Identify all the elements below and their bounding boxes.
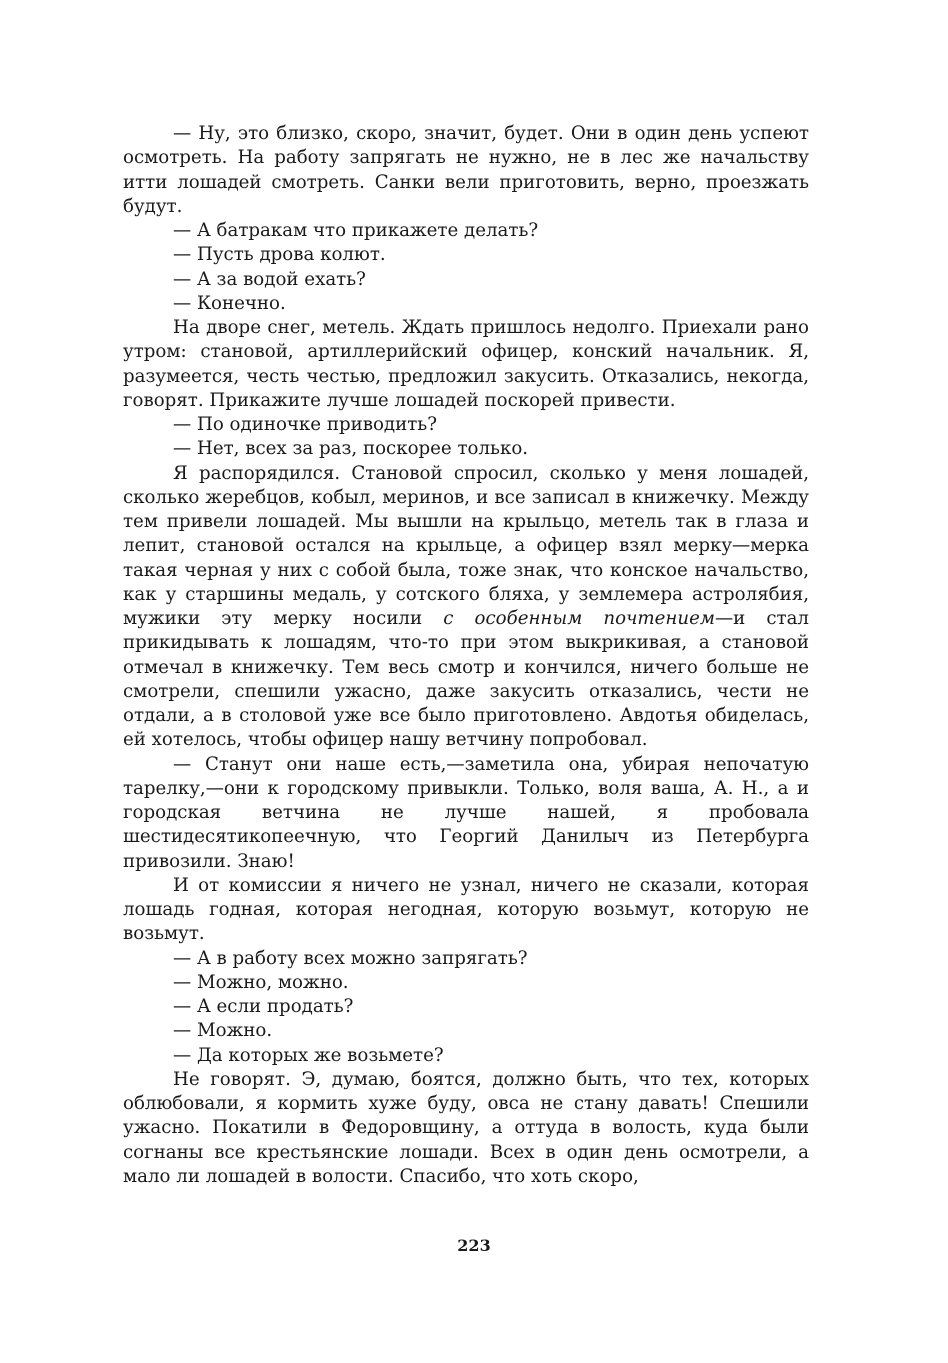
- paragraph-7: — По одиночке приводить?: [173, 414, 437, 435]
- paragraph-5: — Конечно.: [173, 292, 286, 314]
- paragraph-14: — А если продать?: [173, 996, 354, 1017]
- paragraph-17: Не говорят. Э, думаю, боятся, должно быть, что тех, которых облюбовали, я кормить хуже буду, овса не стану давать! Спешили ужасно. Покатили в Федоровщину, а оттуда в волость, куда были согнаны все крестьянские лошади. Всех в один день осмотрели, а мало ли лошадей в волости. Спасибо, что хоть скоро,: [123, 1068, 809, 1187]
- paragraph-9-part-2: —и стал прикидывать к лошадям, что-то при этом выкрикивая, а становой отмечал в книжечку. Тем весь смотр и кончился, ничего больше не смотрели, спешили ужасно, даже закусить отказались, чести не отдали, а в столовой уже все было приготовлено. Авдотья обиделась, ей хотелось, чтобы офицер нашу ветчину попробовал.: [123, 608, 809, 751]
- page-number: 223: [457, 1236, 491, 1255]
- paragraph-8: — Нет, всех за раз, поскорее только.: [173, 438, 529, 460]
- paragraph-15: — Можно.: [173, 1020, 273, 1042]
- paragraph-3: — Пусть дрова колют.: [173, 244, 386, 266]
- paragraph-1: — Ну, это близко, скоро, значит, будет. Они в один день успеют осмотреть. На работу запрягать не нужно, не в лес же начальству итти лошадей смотреть. Санки вели приготовить, верно, проезжать будут.: [123, 123, 809, 217]
- paragraph-10: — Станут они наше есть,—заметила она, убирая непочатую тарелку,—они к городскому привыкли. Только, воля ваша, А. Н., а и городская ветчина не лучше нашей, я пробовала шестидесятикопеечную, что Георгий Данилыч из Петербурга привозили. Знаю!: [123, 753, 809, 872]
- paragraph-9-italic: с особенным почтением: [443, 608, 715, 629]
- paragraph-6: На дворе снег, метель. Ждать пришлось недолго. Приехали рано утром: становой, артиллерийский офицер, конский начальник. Я, разумеется, честь честью, предложил закусить. Отказались, некогда, говорят. Прикажите лучше лошадей поскорей привести.: [123, 317, 809, 411]
- paragraph-12: — А в работу всех можно запрягать?: [173, 947, 528, 969]
- paragraph-2: — А батракам что прикажете делать?: [173, 220, 539, 241]
- paragraph-13: — Можно, можно.: [173, 971, 349, 993]
- paragraph-4: — А за водой ехать?: [173, 268, 366, 290]
- paragraph-11: И от комиссии я ничего не узнал, ничего не сказали, которая лошадь годная, которая негодная, которую возьмут, которую не возьмут.: [123, 874, 809, 945]
- paragraph-16: — Да которых же возьмете?: [173, 1044, 444, 1066]
- page-text: [123, 122, 809, 1189]
- paragraph-9: [123, 462, 809, 753]
- paragraph-9-part-1: Я распорядился. Становой спросил, сколько у меня лошадей, сколько жеребцов, кобыл, меринов, и все записал в книжечку. Между тем привели лошадей. Мы вышли на крыльцо, метель так в глаза и лепит, становой остался на крыльце, а офицер взял мерку—мерка такая черная у них с собой была, тоже знак, что конское начальство, как у старшины медаль, у сотского бляха, у землемера астролябия, мужики эту мерку носили: [123, 462, 809, 629]
